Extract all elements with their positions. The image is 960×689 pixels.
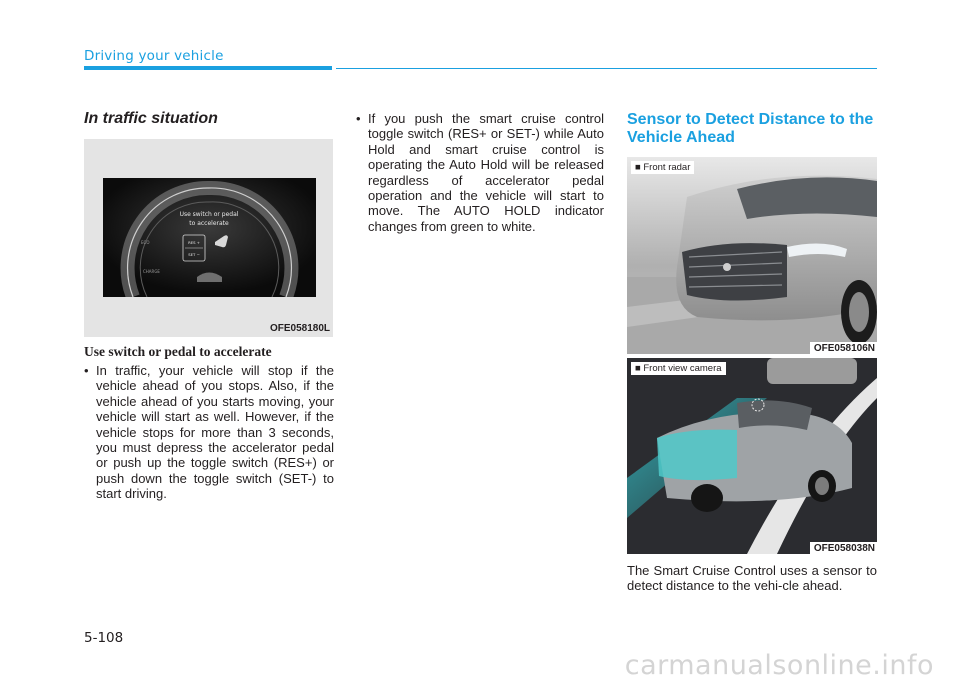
page-number: 5-108 [84, 630, 124, 646]
cluster-message-line1: Use switch or pedal [179, 211, 239, 218]
sensor-heading: Sensor to Detect Distance to the Vehicle Ahead [627, 111, 874, 146]
cluster-figure [84, 139, 333, 337]
front-camera-label: ■ Front view camera [631, 362, 726, 375]
section-title: Driving your vehicle [84, 48, 224, 64]
traffic-bullet-text: In traffic, your vehicle will stop if the vehicle ahead of you stops. Also, if the vehicle ahead of you starts moving, your vehicle will start as well. However, if the vehicle stops for more than 3 seconds, you must depress the accelerator pedal or push up the toggle switch (RES+) or push down the toggle switch (SET-) to start driving. [96, 363, 334, 502]
bullet-dot: • [356, 111, 361, 126]
traffic-bullet [84, 363, 334, 502]
cluster-eco-label: ECO [141, 240, 150, 245]
cluster-message-line2: to accelerate [189, 220, 229, 227]
front-camera-photo [627, 358, 877, 554]
cluster-res-label: RES + [188, 240, 200, 245]
cluster-figure-caption: OFE058180L [269, 323, 330, 334]
cluster-illustration [103, 178, 316, 297]
front-radar-label: ■ Front radar [631, 161, 694, 174]
sensor-description: The Smart Cruise Control uses a sensor to detect distance to the vehi-cle ahead. [627, 563, 877, 594]
auto-hold-bullet-text: If you push the smart cruise control toggle switch (RES+ or SET-) while Auto Hold and smart cruise control is operating the Auto Hold will be released regardless of accelerator pedal operation and the vehicle will start to move. The AUTO HOLD indicator changes from green to white. [368, 111, 604, 234]
cluster-charge-label: CHARGE [143, 269, 160, 274]
front-radar-photo [627, 157, 877, 354]
front-camera-caption: OFE058038N [810, 542, 877, 554]
front-radar-car-illustration [627, 157, 877, 354]
cluster-set-label: SET − [188, 252, 200, 257]
front-camera-car-illustration [627, 358, 877, 554]
front-radar-caption: OFE058106N [810, 342, 877, 354]
in-traffic-heading: In traffic situation [84, 110, 218, 127]
accelerate-subheading: Use switch or pedal to accelerate [84, 344, 272, 359]
header-rule [336, 68, 877, 70]
header-rule-accent [84, 66, 332, 70]
bullet-dot: • [84, 363, 89, 378]
watermark: carmanualsonline.info [624, 650, 934, 681]
cluster-display [103, 178, 316, 297]
auto-hold-bullet [356, 111, 604, 234]
